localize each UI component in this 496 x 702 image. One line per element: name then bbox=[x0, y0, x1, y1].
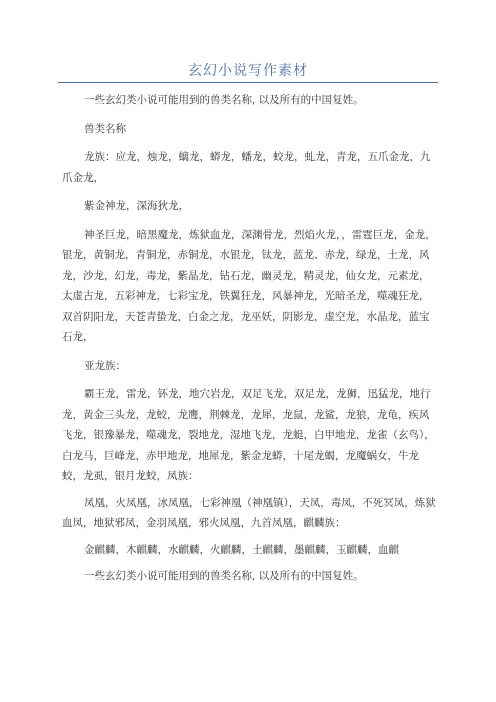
qilin-list-paragraph: 金麒麟，木麒麟，水麒麟，火麒麟，土麒麟，墨麒麟，玉麒麟，血麒 bbox=[84, 543, 399, 556]
subdragon-heading: 亚龙族： bbox=[84, 359, 126, 372]
section-heading-beast-names: 兽类名称 bbox=[84, 122, 126, 135]
dragon-list-paragraph: 神圣巨龙，暗黑魔龙，炼狱血龙，深渊骨龙，烈焰火龙，，雷霆巨龙，金龙，银龙，黄铜龙，青铜龙，赤铜龙，水银龙，钛龙，蓝龙、赤龙，绿龙，土龙，风龙，沙龙，幻龙，毒龙，紫晶龙，钻石龙，幽灵龙，精灵龙，仙女龙，元素龙，太虚古龙，五彩神龙，七彩宝龙，铁翼狂龙，风暴神龙，光暗圣龙，噬魂狂龙，双首阴阳龙，天苍青蛰龙，白金之龙，龙巫妖，阴影龙，虚空龙，水晶龙，蓝宝石龙， bbox=[62, 228, 436, 343]
dragon-clan-paragraph: 龙族：应龙，烛龙，螭龙，蟒龙，蟠龙，蛟龙，虬龙，青龙，五爪金龙，九爪金龙， bbox=[62, 151, 431, 184]
purple-gold-dragon-paragraph: 紫金神龙，深海狄龙， bbox=[84, 200, 189, 212]
subdragon-list-paragraph: 霸王龙，雷龙，钚龙，地穴岩龙，双足飞龙，双足龙，龙狮，迅猛龙，地行龙，黄金三头龙，龙蛟，龙鹰，荆棘龙，龙犀，龙鼠，龙鲨，龙狼，龙龟，疾风飞龙，银豫暴龙，噬魂龙，裂地龙，湿地飞龙，龙蜓，白甲地龙，龙雀（玄鸟），白龙马，巨峰龙，赤甲地龙，地犀龙，紫金龙蟒，十尾龙蝎，龙魔蜗女，牛龙蛟，龙虱，银月龙蛟，凤族： bbox=[62, 388, 435, 482]
document-title: 玄幻小说写作素材 bbox=[188, 63, 308, 79]
title-underline bbox=[58, 82, 438, 83]
intro-paragraph: 一些玄幻类小说可能用到的兽类名称, 以及所有的中国复姓。 bbox=[84, 94, 364, 106]
phoenix-list-paragraph: 凤凰，火凤凰，冰凤凰，七彩神凰（神凰镇），天凤，毒凤，不死冥凤，炼狱血凤，地狱邪凤，金羽凤凰，邪火凤凰，九首凤凰，麒麟族： bbox=[62, 496, 436, 529]
repeated-intro-paragraph: 一些玄幻类小说可能用到的兽类名称, 以及所有的中国复姓。 bbox=[84, 570, 364, 582]
document-body bbox=[62, 90, 436, 595]
